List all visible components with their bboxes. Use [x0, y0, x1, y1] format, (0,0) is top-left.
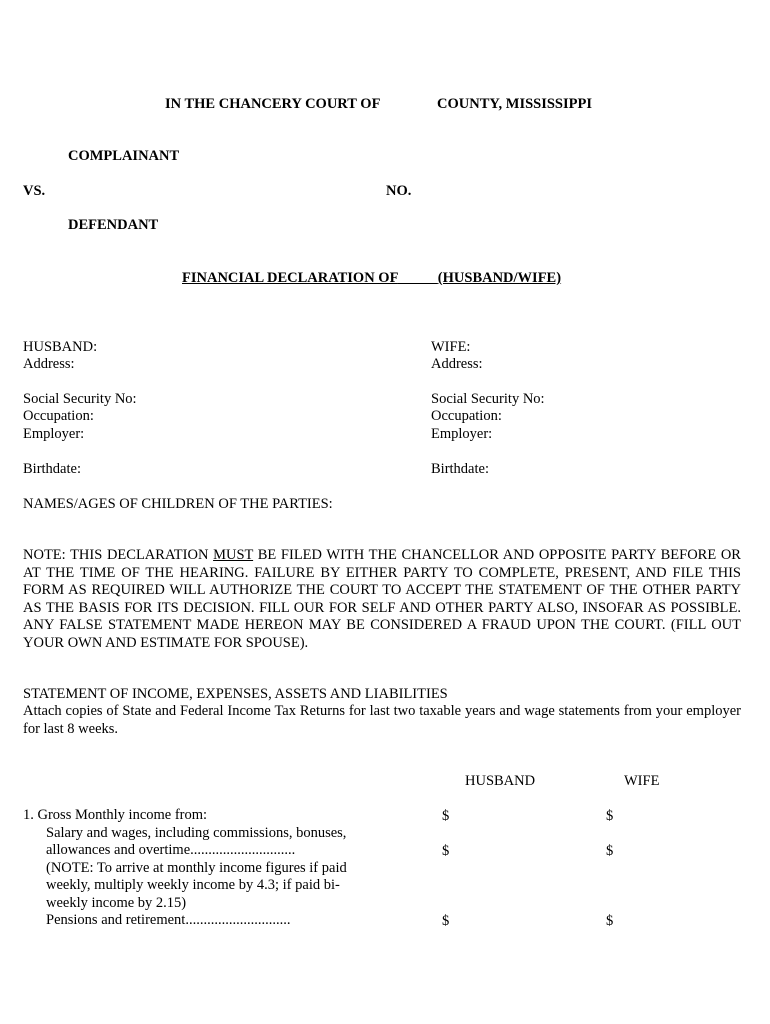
husband-ssn-label: Social Security No: [23, 391, 137, 407]
pensions-line: Pensions and retirement............................. [46, 912, 291, 928]
declaration-title [182, 270, 561, 287]
salary-line-2: allowances and overtime............................. [46, 842, 296, 858]
wife-heading: WIFE: [431, 339, 471, 355]
note-must: MUST [213, 547, 254, 563]
note-lead: NOTE: THIS DECLARATION [23, 547, 214, 563]
income-section [23, 807, 423, 930]
declaration-title-blank [398, 270, 438, 286]
defendant-label: DEFENDANT [68, 217, 159, 233]
salary-husband-dollar: $ [442, 843, 450, 859]
husband-occupation-label: Occupation: [23, 408, 94, 424]
declaration-role: (HUSBAND/WIFE) [437, 270, 562, 286]
county-caption: COUNTY, MISSISSIPPI [437, 96, 592, 112]
versus-label: VS. [23, 183, 46, 199]
wife-ssn-label: Social Security No: [431, 391, 545, 407]
income-note-line-3: weekly income by 2.15) [46, 894, 187, 911]
husband-heading: HUSBAND: [23, 339, 98, 355]
salary-wife-dollar: $ [606, 843, 614, 859]
income-note-line-1: (NOTE: To arrive at monthly income figures if paid [46, 859, 347, 876]
court-caption: IN THE CHANCERY COURT OF [165, 96, 381, 112]
income-note-line-2: weekly, multiply weekly income by 4.3; if paid bi- [46, 877, 340, 893]
column-wife-header: WIFE [624, 773, 660, 789]
statement-title: STATEMENT OF INCOME, EXPENSES, ASSETS AND LIABILITIES [23, 686, 448, 702]
complainant-label: COMPLAINANT [68, 148, 180, 164]
wife-employer-label: Employer: [431, 426, 493, 442]
husband-employer-label: Employer: [23, 426, 85, 442]
salary-line-1: Salary and wages, including commissions, bonuses, [46, 824, 347, 841]
declaration-title-text: FINANCIAL DECLARATION OF [182, 270, 398, 286]
note-rest: BE FILED WITH THE CHANCELLOR AND OPPOSITE PARTY BEFORE OR AT THE TIME OF THE HEARING. FAILURE BY EITHER PARTY TO COMPLETE, PRESENT, AND FILE THIS FORM AS REQUIRED WILL AUTHORIZE THE COURT TO ACCEPT THE STATEMENT OF THE OTHER PARTY AS THE BASIS FOR ITS DECISION. FILL OUR FOR SELF AND OTHER PARTY ALSO, INSOFAR AS POSSIBLE. ANY FALSE STATEMENT MADE HEREON MAY BE CONSIDERED A FRAUD UPON THE COURT. (FILL OUT YOUR OWN AND ESTIMATE FOR SPOUSE). [23, 547, 741, 651]
note-paragraph [23, 547, 741, 652]
statement-instructions: Attach copies of State and Federal Income Tax Returns for last two taxable years and wage statements from your employer for last 8 weeks. [23, 703, 741, 737]
income-heading: 1. Gross Monthly income from: [23, 807, 208, 823]
gross-wife-dollar: $ [606, 808, 614, 824]
wife-occupation-label: Occupation: [431, 408, 502, 424]
pensions-wife-dollar: $ [606, 913, 614, 929]
husband-address-label: Address: [23, 356, 75, 372]
children-label: NAMES/AGES OF CHILDREN OF THE PARTIES: [23, 496, 333, 512]
column-husband-header: HUSBAND [465, 773, 536, 789]
gross-husband-dollar: $ [442, 808, 450, 824]
husband-birthdate-label: Birthdate: [23, 461, 81, 477]
wife-address-label: Address: [431, 356, 483, 372]
case-number-label: NO. [386, 183, 412, 199]
wife-birthdate-label: Birthdate: [431, 461, 489, 477]
pensions-husband-dollar: $ [442, 913, 450, 929]
